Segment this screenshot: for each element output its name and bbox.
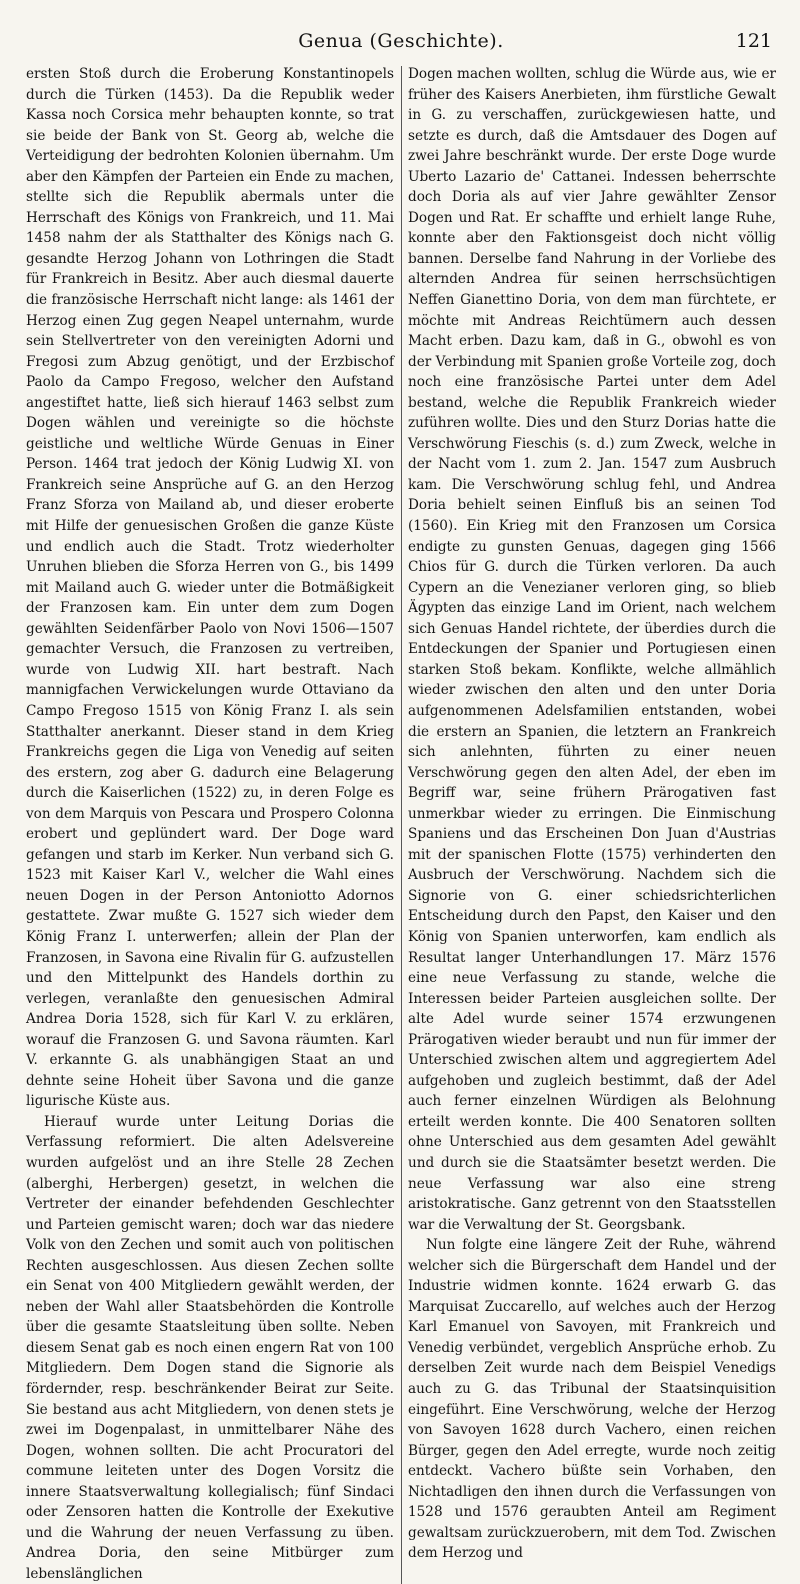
left-column — [26, 64, 394, 1584]
running-title: Genua (Geschichte). — [298, 30, 504, 52]
paragraph: Nun folgte eine längere Zeit der Ruhe, während welcher sich die Bürgerschaft dem Handel und der Industrie widmen konnte. 1624 erwarb G. das Marquisat Zuccarello, auf welches auch der Herzog Karl Emanuel von Savoyen, mit Frankreich und Venedig verbündet, vergeblich Ansprüche erhob. Zu derselben Zeit wurde nach dem Beispiel Venedigs auch zu G. das Tribunal der Staatsinquisition eingeführt. Eine Verschwörung, welche der Herzog von Savoyen 1628 durch Vachero, einen reichen Bürger, gegen den Adel erregte, wurde noch zeitig entdeckt. Vachero büßte sein Vorhaben, den Nichtadligen den ihnen durch die Verfassungen von 1528 und 1576 geraubten Anteil am Regiment gewaltsam zurückzuerobern, mit dem Tod. Zwischen dem Herzog und — [408, 1237, 776, 1562]
paragraph: Dogen machen wollten, schlug die Würde aus, wie er früher des Kaisers Anerbieten, ihm fürstliche Gewalt in G. zu verschaffen, zurückgewiesen hatte, und setzte es durch, daß die Amtsdauer des Dogen auf zwei Jahre beschränkt wurde. Der erste Doge wurde Uberto Lazario de' Cattanei. Indessen beherrschte doch Doria als auf vier Jahre gewählter Zensor Dogen und Rat. Er schaffte und erhielt lange Ruhe, konnte aber den Faktionsgeist doch nicht völlig bannen. Derselbe fand Nahrung in der Vorliebe des alternden Andrea für seinen herrschsüchtigen Neffen Gianettino Doria, von dem man fürchtete, er möchte mit Andreas Reichtümern auch dessen Macht erben. Dazu kam, daß in G., obwohl es von der Verbindung mit Spanien große Vorteile zog, doch noch eine französische Partei unter dem Adel bestand, welche die Republik Frankreich wieder zuführen wollte. Dies und den Sturz Dorias hatte die Verschwörung Fieschis (s. d.) zum Zweck, welche in der Nacht vom 1. zum 2. Jan. 1547 zum Ausbruch kam. Die Verschwörung schlug fehl, und Andrea Doria behielt seinen Einfluß bis an seinen Tod (1560). Ein Krieg mit den Franzosen um Corsica endigte zu gunsten Genuas, dagegen ging 1566 Chios für G. durch die Türken verloren. Da auch Cypern an die Venezianer verloren ging, so blieb Ägypten das einzige Land im Orient, nach welchem sich Genuas Handel richtete, der überdies durch die Entdeckungen der Spanier und Portugiesen einen starken Stoß bekam. Konflikte, welche allmählich wieder zwischen den alten und den unter Doria aufgenommenen Adelsfamilien entstanden, wobei die erstern an Spanien, die letztern an Frankreich sich anlehnten, führten zu einer neuen Verschwörung gegen den alten Adel, der eben im Begriff war, seine frühern Prärogativen fast unmerkbar wieder zu erringen. Die Einmischung Spaniens und das Erscheinen Don Juan d'Austrias mit der spanischen Flotte (1575) verhinderten den Ausbruch der Verschwörung. Nachdem sich die Signorie von G. einer schiedsrichterlichen Entscheidung durch den Papst, den Kaiser und den König von Spanien unterworfen, kam endlich als Resultat langer Unterhandlungen 17. März 1576 eine neue Verfassung zu stande, welche die Interessen beider Parteien ausgleichen sollte. Der alte Adel wurde seiner 1574 erzwungenen Prärogativen wieder beraubt und nun für immer der Unterschied zwischen altem und aggregiertem Adel aufgehoben und zugleich bestimmt, daß der Adel auch ferner einzelnen Würdigen als Belohnung erteilt werden konnte. Die 400 Senatoren sollten ohne Unterschied aus dem gesamten Adel gewählt und durch sie die Staatsämter besetzt werden. Die neue Verfassung war also eine streng aristokratische. Ganz getrennt von den Staatsstellen war die Verwaltung der St. Georgsbank. — [408, 66, 776, 1233]
page-header — [26, 30, 776, 64]
paragraph: Hierauf wurde unter Leitung Dorias die Verfassung reformiert. Die alten Adelsvereine wurden aufgelöst und an ihre Stelle 28 Zechen (alberghi, Herbergen) gesetzt, in welchen die Vertreter der einander befehdenden Geschlechter und Parteien gemischt waren; doch war das niedere Volk von den Zechen und somit auch von politischen Rechten ausgeschlossen. Aus diesen Zechen sollte ein Senat von 400 Mitgliedern gewählt werden, der neben der Wahl aller Staatsbehörden die Kontrolle über die gesamte Staatsleitung üben sollte. Neben diesem Senat gab es noch einen engern Rat von 100 Mitgliedern. Dem Dogen stand die Signorie als fördernder, resp. beschränkender Beirat zur Seite. Sie bestand aus acht Mitgliedern, von denen stets je zwei im Dogenpalast, in unmittelbarer Nähe des Dogen, wohnen sollten. Die acht Procuratori del commune leiteten unter des Dogen Vorsitz die innere Staatsverwaltung kollegialisch; fünf Sindaci oder Zensoren hatten die Kontrolle der Exekutive und die Wahrung der neuen Verfassung zu üben. Andrea Doria, den seine Mitbürger zum lebenslänglichen — [26, 1113, 394, 1582]
right-column — [408, 64, 776, 1584]
page-number: 121 — [735, 30, 772, 52]
text-columns — [26, 64, 776, 1584]
paragraph: ersten Stoß durch die Eroberung Konstantinopels durch die Türken (1453). Da die Republik weder Kassa noch Corsica mehr behaupten konnte, so trat sie beide der Bank von St. Georg ab, welche die Verteidigung der bedrohten Kolonien übernahm. Um aber den Kämpfen der Parteien ein Ende zu machen, stellte sich die Republik abermals unter die Herrschaft des Königs von Frankreich, und 11. Mai 1458 nahm der als Statthalter des Königs nach G. gesandte Herzog Johann von Lothringen die Stadt für Frankreich in Besitz. Aber auch diesmal dauerte die französische Herrschaft nicht lange: als 1461 der Herzog einen Zug gegen Neapel unternahm, wurde sein Stellvertreter von den vereinigten Adorni und Fregosi zum Abzug genötigt, und der Erzbischof Paolo da Campo Fregoso, welcher den Aufstand angestiftet hatte, ließ sich hierauf 1463 selbst zum Dogen wählen und vereinigte so die höchste geistliche und weltliche Würde Genuas in Einer Person. 1464 trat jedoch der König Ludwig XI. von Frankreich seine Ansprüche auf G. an den Herzog Franz Sforza von Mailand ab, und dieser eroberte mit Hilfe der genuesischen Großen die ganze Küste und endlich auch die Stadt. Trotz wiederholter Unruhen blieben die Sforza Herren von G., bis 1499 mit Mailand auch G. wieder unter die Botmäßigkeit der Franzosen kam. Ein unter dem zum Dogen gewählten Seidenfärber Paolo von Novi 1506—1507 gemachter Versuch, die Franzosen zu vertreiben, wurde von Ludwig XII. hart bestraft. Nach mannigfachen Verwickelungen wurde Ottaviano da Campo Fregoso 1515 von König Franz I. als sein Statthalter anerkannt. Dieser stand in dem Krieg Frankreichs gegen die Liga von Venedig auf seiten des erstern, zog aber G. dadurch eine Belagerung durch die Kaiserlichen (1522) zu, in deren Folge es von dem Marquis von Pescara und Prospero Colonna erobert und geplündert ward. Der Doge ward gefangen und starb im Kerker. Nun verband sich G. 1523 mit Kaiser Karl V., welcher die Wahl eines neuen Dogen in der Person Antoniotto Adornos gestattete. Zwar mußte G. 1527 sich wieder dem König Franz I. unterwerfen; allein der Plan der Franzosen, in Savona eine Rivalin für G. aufzustellen und den Mittelpunkt des Handels dorthin zu verlegen, veranlaßte den genuesischen Admiral Andrea Doria 1528, sich für Karl V. zu erklären, worauf die Franzosen G. und Savona räumten. Karl V. erkannte G. als unabhängigen Staat an und dehnte seine Hoheit über Savona und die ganze ligurische Küste aus. — [26, 66, 394, 1110]
column-divider — [401, 66, 402, 1584]
